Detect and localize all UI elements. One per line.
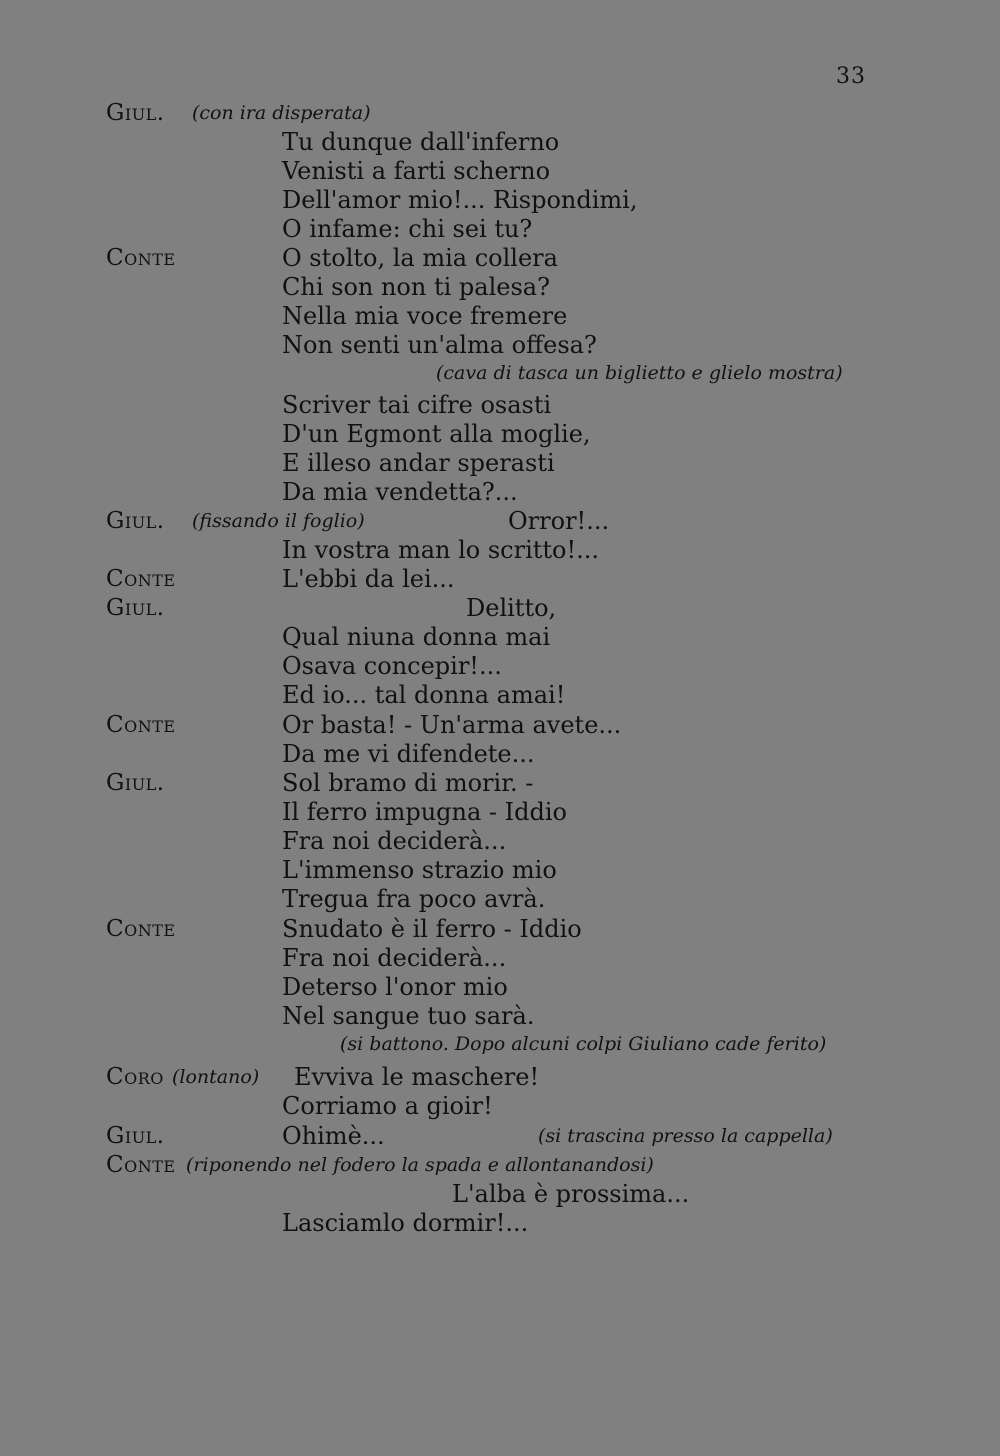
script-line: [0, 390, 1000, 420]
script-line: [0, 943, 1000, 973]
verse-text: Fra noi deciderà...: [282, 827, 507, 855]
script-line: [0, 593, 1000, 623]
verse-text: Tregua fra poco avrà.: [282, 885, 546, 913]
verse-text: Non senti un'alma offesa?: [282, 331, 597, 359]
speaker-name: Giul.: [106, 770, 165, 796]
script-line: [0, 884, 1000, 914]
stage-direction: (cava di tasca un biglietto e glielo mostra): [436, 362, 843, 384]
script-line: [0, 710, 1000, 740]
script-line: [0, 477, 1000, 507]
verse-text: Delitto,: [466, 594, 557, 622]
script-line: [0, 506, 1000, 536]
script-line: [0, 651, 1000, 681]
speaker-name: Giul.: [106, 595, 165, 621]
script-line: [0, 535, 1000, 565]
speaker-name: Conte: [106, 916, 176, 942]
script-line: [0, 826, 1000, 856]
script-line: [0, 1121, 1000, 1151]
script-line: [0, 243, 1000, 273]
script-line: [0, 98, 1000, 128]
verse-text: Evviva le maschere!: [294, 1063, 540, 1091]
verse-text: O infame: chi sei tu?: [282, 215, 533, 243]
script-line: [0, 330, 1000, 360]
verse-text: E illeso andar sperasti: [282, 449, 555, 477]
stage-direction: (si battono. Dopo alcuni colpi Giuliano cade ferito): [340, 1033, 827, 1055]
script-line: [0, 448, 1000, 478]
script-line: [0, 1091, 1000, 1121]
script-line: [0, 914, 1000, 944]
script-line: [0, 185, 1000, 215]
verse-text: Dell'amor mio!... Rispondimi,: [282, 186, 638, 214]
verse-text: Lasciamlo dormir!...: [282, 1209, 529, 1237]
verse-text: L'ebbi da lei...: [282, 565, 455, 593]
verse-text: Snudato è il ferro - Iddio: [282, 915, 582, 943]
stage-direction: (riponendo nel fodero la spada e allontanandosi): [186, 1154, 654, 1176]
stage-direction: (si trascina presso la cappella): [538, 1125, 833, 1147]
script-line: [0, 1150, 1000, 1180]
verse-text: Scriver tai cifre osasti: [282, 391, 552, 419]
verse-text: L'immenso strazio mio: [282, 856, 557, 884]
verse-text: Ed io... tal donna amai!: [282, 681, 566, 709]
speaker-name: Conte: [106, 1152, 176, 1178]
script-line: [0, 855, 1000, 885]
script-line: [0, 156, 1000, 186]
script-line: [0, 564, 1000, 594]
speaker-name: Coro: [106, 1064, 164, 1090]
script-line: [0, 1208, 1000, 1238]
verse-text: Or basta! - Un'arma avete...: [282, 711, 622, 739]
verse-text: Nella mia voce fremere: [282, 302, 568, 330]
verse-text: Ohimè...: [282, 1122, 385, 1150]
script-line: [0, 622, 1000, 652]
verse-text: Il ferro impugna - Iddio: [282, 798, 567, 826]
script-line: [0, 272, 1000, 302]
verse-text: Osava concepir!...: [282, 652, 502, 680]
verse-text: Da mia vendetta?...: [282, 478, 518, 506]
verse-text: Da me vi difendete...: [282, 740, 535, 768]
verse-text: Corriamo a gioir!: [282, 1092, 493, 1120]
stage-direction: (lontano): [172, 1066, 260, 1088]
script-line: [0, 358, 1000, 388]
speaker-name: Conte: [106, 566, 176, 592]
script-line: [0, 1001, 1000, 1031]
script-line: [0, 127, 1000, 157]
speaker-name: Conte: [106, 245, 176, 271]
script-line: [0, 1062, 1000, 1092]
page-number: 33: [836, 64, 866, 89]
script-line: [0, 214, 1000, 244]
verse-text: Nel sangue tuo sarà.: [282, 1002, 535, 1030]
verse-text: Tu dunque dall'inferno: [282, 128, 560, 156]
script-line: [0, 680, 1000, 710]
script-line: [0, 768, 1000, 798]
script-line: [0, 739, 1000, 769]
speaker-name: Giul.: [106, 100, 165, 126]
stage-direction: (fissando il foglio): [192, 510, 365, 532]
verse-text: O stolto, la mia collera: [282, 244, 558, 272]
speaker-name: Conte: [106, 712, 176, 738]
script-line: [0, 419, 1000, 449]
speaker-name: Giul.: [106, 1123, 165, 1149]
verse-text: Deterso l'onor mio: [282, 973, 508, 1001]
verse-text: D'un Egmont alla moglie,: [282, 420, 591, 448]
verse-text: In vostra man lo scritto!...: [282, 536, 600, 564]
verse-text: Sol bramo di morir. -: [282, 769, 534, 797]
verse-text: Qual niuna donna mai: [282, 623, 551, 651]
verse-text: Chi son non ti palesa?: [282, 273, 550, 301]
script-line: [0, 797, 1000, 827]
verse-text: Venisti a farti scherno: [282, 157, 551, 185]
verse-text: Fra noi deciderà...: [282, 944, 507, 972]
verse-text: Orror!...: [508, 507, 610, 535]
script-line: [0, 1179, 1000, 1209]
script-line: [0, 301, 1000, 331]
script-line: [0, 1029, 1000, 1059]
stage-direction: (con ira disperata): [192, 102, 371, 124]
verse-text: L'alba è prossima...: [452, 1180, 690, 1208]
script-line: [0, 972, 1000, 1002]
speaker-name: Giul.: [106, 508, 165, 534]
